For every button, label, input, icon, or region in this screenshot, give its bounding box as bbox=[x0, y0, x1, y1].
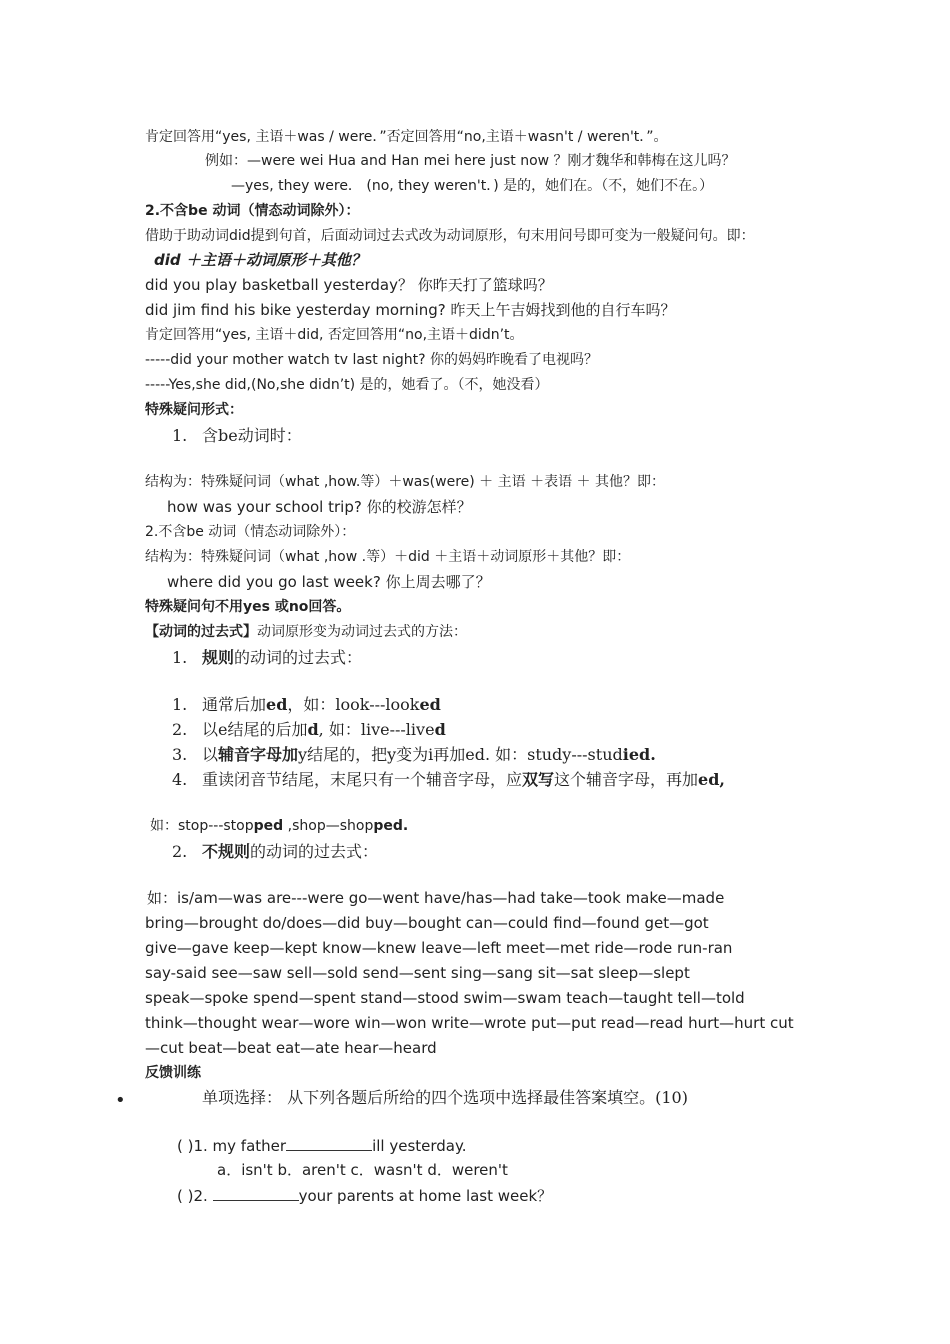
list-number: 3. bbox=[172, 745, 188, 764]
bullet-icon: • bbox=[115, 1090, 126, 1111]
text: ( )2. bbox=[177, 1187, 213, 1205]
text-line: did you play basketball yesterday？ 你昨天打了篮球吗？ bbox=[145, 276, 553, 294]
irregular-verbs-line: 如：is/am—was are---were go—went have/has—had take—took make—made bbox=[147, 889, 725, 907]
text: 重读闭音节结尾，末尾只有一个辅音字母，应 bbox=[202, 770, 523, 789]
text: 这个辅音字母，再加 bbox=[554, 770, 699, 789]
text: 的动词的过去式： bbox=[234, 648, 363, 667]
bold: ped bbox=[253, 818, 284, 834]
text-line bbox=[145, 625, 467, 639]
list-number: 2. bbox=[172, 720, 188, 739]
text-line: 肯定回答用“yes, 主语＋did, 否定回答用“no,主语＋didn’t。 bbox=[145, 327, 524, 343]
text: 如：stop---stop bbox=[150, 818, 254, 834]
irregular-verbs-line: bring—brought do/does—did buy—bought can—could find—found get—got bbox=[145, 914, 709, 932]
list-number: 2. bbox=[172, 842, 188, 861]
bold: ed, bbox=[698, 770, 725, 789]
text-line: -----Yes,she did,(No,she didn’t) 是的，她看了。（不，她没看） bbox=[145, 377, 549, 393]
bold: ied. bbox=[622, 745, 656, 764]
bold-word: 不规则 bbox=[202, 842, 251, 861]
answer-blank[interactable] bbox=[213, 1188, 299, 1201]
text-line: -----did your mother watch tv last night? 你的妈妈昨晚看了电视吗？ bbox=[145, 352, 599, 368]
text: 以 bbox=[202, 745, 219, 764]
question-2 bbox=[177, 1188, 552, 1204]
formula: did ＋主语＋动词原形＋其他？ bbox=[154, 251, 366, 269]
text: 以e结尾的后加 bbox=[202, 720, 308, 739]
question-1 bbox=[177, 1138, 467, 1154]
text-line: —yes, they were． (no, they weren't．) 是的，她们在。（不，她们不在。） bbox=[231, 178, 714, 194]
irregular-verbs-line: say-said see—saw sell—sold send—sent sing—sang sit—sat sleep—slept bbox=[145, 964, 690, 982]
irregular-verbs-line: think—thought wear—wore win—won write—wrote put—put read—read hurt—hurt cut bbox=[145, 1014, 794, 1032]
section-heading: 特殊疑问形式： bbox=[145, 402, 243, 418]
rule-item bbox=[202, 772, 725, 788]
list-number: 4. bbox=[172, 770, 188, 789]
text-line: did jim find his bike yesterday morning? 昨天上午吉姆找到他的自行车吗？ bbox=[145, 301, 676, 319]
text-line: where did you go last week? 你上周去哪了？ bbox=[167, 573, 491, 591]
bold-word: 规则 bbox=[202, 648, 235, 667]
section-heading: 特殊疑问句不用yes 或no回答。 bbox=[145, 599, 351, 615]
text: 动词原形变为动词过去式的方法： bbox=[257, 624, 467, 640]
text: y结尾的，把y变为i再加ed. 如：study---stud bbox=[298, 745, 623, 764]
text-line: how was your school trip? 你的校游怎样？ bbox=[167, 498, 472, 516]
text-line: 结构为：特殊疑问词（what ,how .等）＋did ＋主语＋动词原形＋其他？即： bbox=[145, 549, 631, 565]
irregular-verbs-line: —cut beat—beat eat—ate hear—heard bbox=[145, 1039, 437, 1057]
rule-item bbox=[202, 747, 656, 763]
irregular-verbs-line: give—gave keep—kept know—knew leave—left meet—met ride—rode run-ran bbox=[145, 939, 733, 957]
text: your parents at home last week？ bbox=[298, 1187, 553, 1205]
text-line: 肯定回答用“yes, 主语＋was / were．”否定回答用“no,主语＋wasn't / weren't．”。 bbox=[145, 129, 668, 145]
text-line: 例如：—were wei Hua and Han mei here just now ？刚才魏华和韩梅在这儿吗？ bbox=[205, 153, 736, 169]
bold: ped. bbox=[373, 818, 409, 834]
irregular-verbs-line: speak—spoke spend—spent stand—stood swim—swam teach—taught tell—told bbox=[145, 989, 745, 1007]
bracket-heading: 【动词的过去式】 bbox=[145, 624, 257, 640]
rule-item bbox=[202, 697, 441, 713]
text-line: 2.不含be 动词（情态动词除外）： bbox=[145, 524, 356, 540]
section-heading: 2.不含be 动词（情态动词除外）： bbox=[145, 203, 360, 219]
bold: d bbox=[434, 720, 446, 739]
example-line bbox=[150, 819, 408, 833]
bold: d bbox=[307, 720, 319, 739]
bold: ed bbox=[266, 695, 288, 714]
bold: ed bbox=[419, 695, 441, 714]
text: ( )1. my father bbox=[177, 1137, 287, 1155]
task-instruction: 单项选择： 从下列各题后所给的四个选项中选择最佳答案填空。(10) bbox=[202, 1088, 688, 1107]
question-1-options: a．isn't b．aren't c．wasn't d．weren't bbox=[217, 1161, 508, 1179]
list-number: 1. bbox=[172, 426, 188, 445]
bold: 双写 bbox=[522, 770, 555, 789]
list-number: 1. bbox=[172, 648, 188, 667]
bold: 辅音字母加 bbox=[218, 745, 299, 764]
section-heading: 反馈训练 bbox=[145, 1065, 201, 1081]
text: 通常后加 bbox=[202, 695, 267, 714]
text: ，如：look---look bbox=[287, 695, 420, 714]
text: , 如：live---live bbox=[318, 720, 435, 739]
text: ,shop—shop bbox=[283, 818, 374, 834]
text: 的动词的过去式： bbox=[250, 842, 379, 861]
list-item bbox=[202, 650, 362, 666]
text-line: 借助于助动词did提到句首，后面动词过去式改为动词原形，句末用问号即可变为一般疑问句。即： bbox=[145, 228, 755, 244]
list-number: 1. bbox=[172, 695, 188, 714]
text: ill yesterday. bbox=[372, 1137, 467, 1155]
list-item bbox=[202, 844, 378, 860]
rule-item bbox=[202, 722, 446, 738]
text-line: 结构为：特殊疑问词（what ,how.等）＋was(were) ＋ 主语 ＋表语 ＋ 其他？即： bbox=[145, 474, 665, 490]
answer-blank[interactable] bbox=[286, 1138, 372, 1151]
list-item: 含be动词时： bbox=[202, 426, 302, 445]
